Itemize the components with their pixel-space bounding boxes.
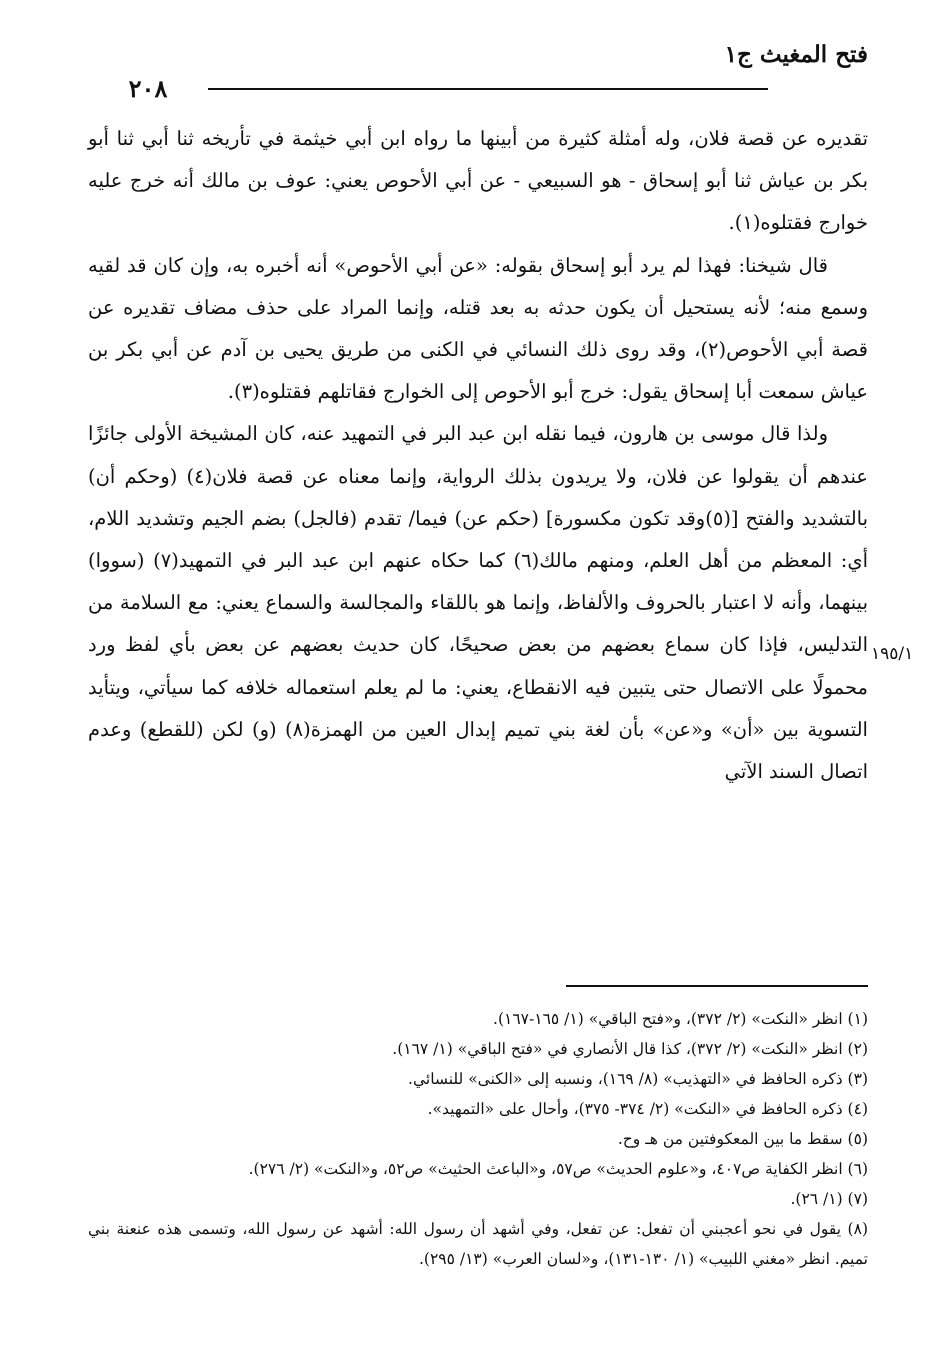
running-title: فتح المغيث ج١ [724,41,868,68]
page-header [88,38,868,103]
paragraph: قال شيخنا: فهذا لم يرد أبو إسحاق بقوله: «عن أبي الأحوص» أنه أخبره به، وإن كان قد لقيه وسمع منه؛ لأنه يستحيل أن يكون حدثه به بعد قتله، وإنما المراد على حذف مضاف تقديره عن قصة أبي الأحوص(٢)، وقد روى ذلك النسائي في الكنى من طريق يحيى بن آدم عن أبي بكر بن عياش سمعت أبا إسحاق يقول: خرج أبو الأحوص إلى الخوارج فقاتلهم فقتلوه(٣). [88,253,868,404]
footnote: (٢) انظر «النكت» (٢/ ٣٧٢)، كذا قال الأنصاري في «فتح الباقي» (١/ ١٦٧). [392,1040,868,1058]
page-number: ٢٠٨ [88,76,208,102]
footnote: (٤) ذكره الحافظ في «النكت» (٢/ ٣٧٤- ٣٧٥)، وأحال على «التمهيد». [427,1100,868,1118]
footnotes [88,1004,868,1274]
main-text [88,118,868,793]
paragraph: ولذا قال موسى بن هارون، فيما نقله ابن عبد البر في التمهيد عنه، كان المشيخة الأولى جائزًا عندهم أن يقولوا عن فلان، ولا يريدون بذلك الرواية، وإنما معناه عن قصة فلان(٤) (وحكم أن) بالتشديد والفتح [(٥)وقد تكون مكسورة] (حكم عن) فيما/ تقدم (فالجل) بضم الجيم وتشديد اللام، أي: المعظم من أهل العلم، ومنهم مالك(٦) كما حكاه عنهم ابن عبد البر في التمهيد(٧) (سووا) بينهما، وأنه لا اعتبار بالحروف والألفاظ، وإنما هو باللقاء والمجالسة والسماع يعني: مع السلامة من التدليس، فإذا كان سماع بعضهم من بعض صحيحًا، كان حديث بعضهم عن بعض بأي لفظ ورد محمولًا على الاتصال حتى يتبين فيه الانقطاع، يعني: ما لم يعلم استعماله خلافه كما سيأتي، ويتأيد التسوية بين «أن» و«عن» بأن لغة بني تميم إبدال العين من الهمزة(٨) (و) لكن (للقطع) وعدم اتصال السند الآتي [88,422,869,784]
footnote: (٧) (١/ ٢٦). [790,1190,868,1208]
footnote: (٣) ذكره الحافظ في «التهذيب» (٨/ ١٦٩)، ونسبه إلى «الكنى» للنسائي. [408,1070,868,1088]
footnote: (٨) يقول في نحو أعجبني أن تفعل: عن تفعل، وفي أشهد أن رسول الله: أشهد عن رسول الله، وتسمى هذه عنعنة بني تميم. انظر «مغني اللبيب» (١/ ١٣٠-١٣١)، و«لسان العرب» (١٣/ ٢٩٥). [88,1220,868,1268]
footnote-separator [566,985,868,987]
footnote: (٦) انظر الكفاية ص٤٠٧، و«علوم الحديث» ص٥٧، و«الباعث الحثيث» ص٥٢، و«النكت» (٢/ ٢٧٦). [248,1160,868,1178]
manuscript-folio-note: ١٩٥/١ [871,644,914,664]
paragraph: تقديره عن قصة فلان، وله أمثلة كثيرة من أبينها ما رواه ابن أبي خيثمة في تأريخه ثنا أبي ثنا أبو بكر بن عياش ثنا أبو إسحاق - هو السبيعي - عن أبي الأحوص يعني: عوف بن مالك أنه خرج عليه خوارج فقتلوه(١). [88,127,868,235]
footnote: (١) انظر «النكت» (٢/ ٣٧٢)، و«فتح الباقي» (١/ ١٦٥-١٦٧). [493,1010,868,1028]
footnote: (٥) سقط ما بين المعكوفتين من هـ وح. [617,1130,868,1148]
